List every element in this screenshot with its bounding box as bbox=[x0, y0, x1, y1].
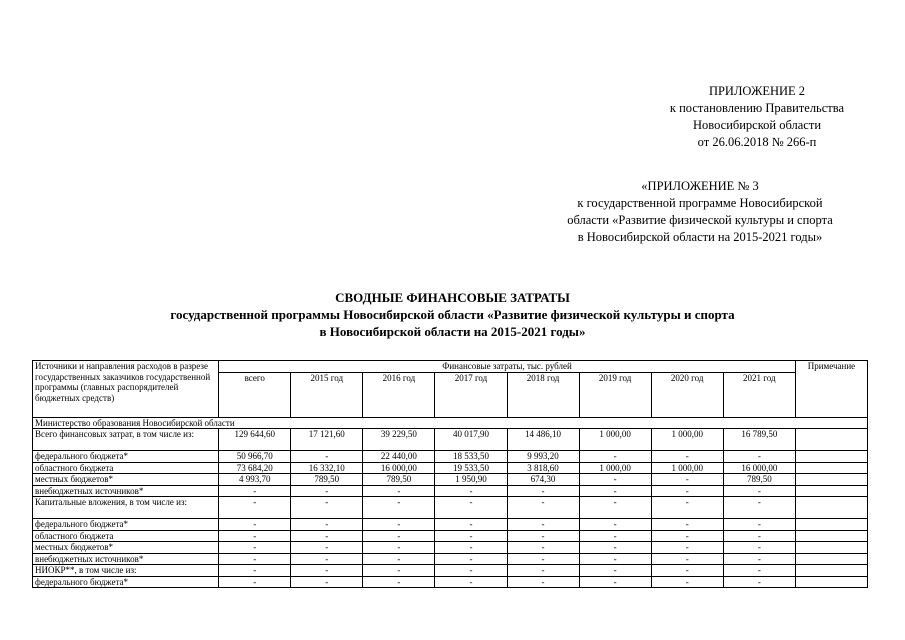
row-value: 39 229,50 bbox=[363, 429, 435, 451]
row-value: 16 789,50 bbox=[723, 429, 795, 451]
row-note bbox=[795, 485, 867, 497]
table-row bbox=[33, 530, 868, 542]
row-label: внебюджетных источников* bbox=[33, 485, 219, 497]
row-note bbox=[795, 462, 867, 474]
row-value: - bbox=[291, 553, 363, 565]
row-value: - bbox=[363, 553, 435, 565]
header-costs-group: Финансовые затраты, тыс. рублей bbox=[219, 361, 796, 373]
row-value: - bbox=[579, 530, 651, 542]
row-value: - bbox=[219, 530, 291, 542]
appendix-2-title: ПРИЛОЖЕНИЕ 2 bbox=[708, 84, 806, 98]
row-value: - bbox=[651, 519, 723, 531]
row-label: областного бюджета bbox=[33, 530, 219, 542]
row-value: - bbox=[507, 576, 579, 588]
row-value: - bbox=[291, 485, 363, 497]
appendix-2-header bbox=[610, 83, 904, 151]
row-note bbox=[795, 530, 867, 542]
row-value: - bbox=[651, 497, 723, 519]
row-note bbox=[795, 474, 867, 486]
row-value: - bbox=[291, 451, 363, 463]
row-value: - bbox=[651, 451, 723, 463]
row-value: - bbox=[291, 542, 363, 554]
row-value: - bbox=[579, 553, 651, 565]
row-label: областного бюджета bbox=[33, 462, 219, 474]
header-year: 2016 год bbox=[363, 372, 435, 417]
row-value: - bbox=[291, 497, 363, 519]
row-value: - bbox=[579, 485, 651, 497]
row-value: - bbox=[435, 565, 507, 577]
row-value: - bbox=[435, 497, 507, 519]
row-value: - bbox=[219, 553, 291, 565]
row-value: 18 533,50 bbox=[435, 451, 507, 463]
appendix-2-line: к постановлению Правительства bbox=[669, 101, 845, 115]
row-label: Капитальные вложения, в том числе из: bbox=[33, 497, 219, 519]
row-note bbox=[795, 565, 867, 577]
title-line: в Новосибирской области на 2015-2021 годы» bbox=[319, 324, 586, 339]
document-title bbox=[60, 289, 845, 340]
table-row bbox=[33, 542, 868, 554]
row-value: - bbox=[435, 576, 507, 588]
row-value: - bbox=[651, 553, 723, 565]
row-note bbox=[795, 429, 867, 451]
row-value: 19 533,50 bbox=[435, 462, 507, 474]
row-value: - bbox=[579, 576, 651, 588]
row-note bbox=[795, 519, 867, 531]
row-value: - bbox=[723, 530, 795, 542]
row-label: внебюджетных источников* bbox=[33, 553, 219, 565]
row-value: - bbox=[723, 497, 795, 519]
row-value: 129 644,60 bbox=[219, 429, 291, 451]
row-value: - bbox=[363, 519, 435, 531]
row-value: 16 000,00 bbox=[363, 462, 435, 474]
row-value: 16 332,10 bbox=[291, 462, 363, 474]
row-note bbox=[795, 542, 867, 554]
row-value: - bbox=[651, 530, 723, 542]
row-value: 73 684,20 bbox=[219, 462, 291, 474]
row-value: - bbox=[723, 519, 795, 531]
row-value: - bbox=[507, 530, 579, 542]
row-label: местных бюджетов* bbox=[33, 474, 219, 486]
row-note bbox=[795, 576, 867, 588]
row-value: 3 818,60 bbox=[507, 462, 579, 474]
table-row bbox=[33, 553, 868, 565]
row-note bbox=[795, 497, 867, 519]
row-value: - bbox=[723, 553, 795, 565]
row-label: федерального бюджета* bbox=[33, 451, 219, 463]
row-value: - bbox=[363, 565, 435, 577]
row-value: 50 966,70 bbox=[219, 451, 291, 463]
appendix-2-line: Новосибирской области bbox=[692, 118, 822, 132]
row-value: 1 000,00 bbox=[651, 429, 723, 451]
row-value: - bbox=[291, 565, 363, 577]
title-line: СВОДНЫЕ ФИНАНСОВЫЕ ЗАТРАТЫ bbox=[335, 290, 570, 305]
row-value: - bbox=[579, 565, 651, 577]
row-label: местных бюджетов* bbox=[33, 542, 219, 554]
row-value: - bbox=[723, 565, 795, 577]
table-row bbox=[33, 451, 868, 463]
row-value: 14 486,10 bbox=[507, 429, 579, 451]
row-value: 22 440,00 bbox=[363, 451, 435, 463]
appendix-2-date: от 26.06.2018 № 266-п bbox=[697, 135, 817, 149]
row-value: - bbox=[507, 542, 579, 554]
table-row bbox=[33, 576, 868, 588]
header-year: 2019 год bbox=[579, 372, 651, 417]
row-value: - bbox=[435, 553, 507, 565]
row-value: - bbox=[219, 497, 291, 519]
row-value: - bbox=[507, 497, 579, 519]
row-value: - bbox=[723, 542, 795, 554]
row-value: - bbox=[435, 542, 507, 554]
row-value: - bbox=[291, 576, 363, 588]
table-row bbox=[33, 474, 868, 486]
header-year: 2021 год bbox=[723, 372, 795, 417]
row-value: 16 000,00 bbox=[723, 462, 795, 474]
row-value: 1 950,90 bbox=[435, 474, 507, 486]
row-value: - bbox=[579, 542, 651, 554]
row-value: 17 121,60 bbox=[291, 429, 363, 451]
row-value: 674,30 bbox=[507, 474, 579, 486]
appendix-3-line: в Новосибирской области на 2015-2021 годы» bbox=[577, 230, 823, 244]
row-value: 789,50 bbox=[291, 474, 363, 486]
row-value: 9 993,20 bbox=[507, 451, 579, 463]
row-value: - bbox=[579, 474, 651, 486]
financial-costs-table bbox=[32, 360, 868, 588]
row-value: - bbox=[507, 553, 579, 565]
appendix-3-header bbox=[520, 178, 880, 246]
table-row bbox=[33, 519, 868, 531]
row-value: - bbox=[723, 451, 795, 463]
row-note bbox=[795, 553, 867, 565]
row-value: 1 000,00 bbox=[651, 462, 723, 474]
row-value: 1 000,00 bbox=[579, 429, 651, 451]
header-year: 2020 год bbox=[651, 372, 723, 417]
table-row bbox=[33, 485, 868, 497]
appendix-3-line: области «Развитие физической культуры и спорта bbox=[567, 213, 833, 227]
row-value: - bbox=[219, 565, 291, 577]
header-year: 2015 год bbox=[291, 372, 363, 417]
row-value: - bbox=[219, 576, 291, 588]
row-value: - bbox=[507, 519, 579, 531]
row-value: - bbox=[219, 542, 291, 554]
row-label: НИОКР**, в том числе из: bbox=[33, 565, 219, 577]
header-source: Источники и направления расходов в разрезе государственных заказчиков государственной программы (главных распорядителей бюджетных средств) bbox=[33, 361, 219, 418]
row-value: 40 017,90 bbox=[435, 429, 507, 451]
table-row bbox=[33, 462, 868, 474]
row-value: - bbox=[363, 530, 435, 542]
row-value: - bbox=[363, 485, 435, 497]
section-ministry: Министерство образования Новосибирской области bbox=[33, 417, 868, 429]
header-year: 2017 год bbox=[435, 372, 507, 417]
row-value: - bbox=[579, 451, 651, 463]
header-year: 2018 год bbox=[507, 372, 579, 417]
row-label: Всего финансовых затрат, в том числе из: bbox=[33, 429, 219, 451]
row-value: - bbox=[651, 565, 723, 577]
row-value: - bbox=[219, 519, 291, 531]
row-value: - bbox=[723, 576, 795, 588]
appendix-3-line: к государственной программе Новосибирской bbox=[577, 196, 823, 210]
row-value: - bbox=[507, 485, 579, 497]
table-row bbox=[33, 429, 868, 451]
row-value: - bbox=[651, 474, 723, 486]
row-value: - bbox=[363, 542, 435, 554]
row-value: - bbox=[651, 542, 723, 554]
header-year: всего bbox=[219, 372, 291, 417]
row-value: - bbox=[651, 576, 723, 588]
row-value: - bbox=[363, 497, 435, 519]
row-value: - bbox=[579, 519, 651, 531]
table-row bbox=[33, 497, 868, 519]
row-value: - bbox=[435, 519, 507, 531]
row-value: - bbox=[435, 530, 507, 542]
header-note: Примечание bbox=[795, 361, 867, 418]
row-value: 789,50 bbox=[723, 474, 795, 486]
row-value: - bbox=[291, 519, 363, 531]
row-value: - bbox=[435, 485, 507, 497]
row-value: - bbox=[291, 530, 363, 542]
row-value: - bbox=[219, 485, 291, 497]
row-value: - bbox=[507, 565, 579, 577]
row-value: - bbox=[723, 485, 795, 497]
row-value: - bbox=[363, 576, 435, 588]
row-value: - bbox=[651, 485, 723, 497]
row-value: 4 993,70 bbox=[219, 474, 291, 486]
row-label: федерального бюджета* bbox=[33, 576, 219, 588]
row-value: 789,50 bbox=[363, 474, 435, 486]
title-line: государственной программы Новосибирской области «Развитие физической культуры и спорта bbox=[170, 307, 735, 322]
row-note bbox=[795, 451, 867, 463]
appendix-3-title: «ПРИЛОЖЕНИЕ № 3 bbox=[641, 179, 759, 193]
row-value: - bbox=[579, 497, 651, 519]
table-row bbox=[33, 565, 868, 577]
row-value: 1 000,00 bbox=[579, 462, 651, 474]
row-label: федерального бюджета* bbox=[33, 519, 219, 531]
